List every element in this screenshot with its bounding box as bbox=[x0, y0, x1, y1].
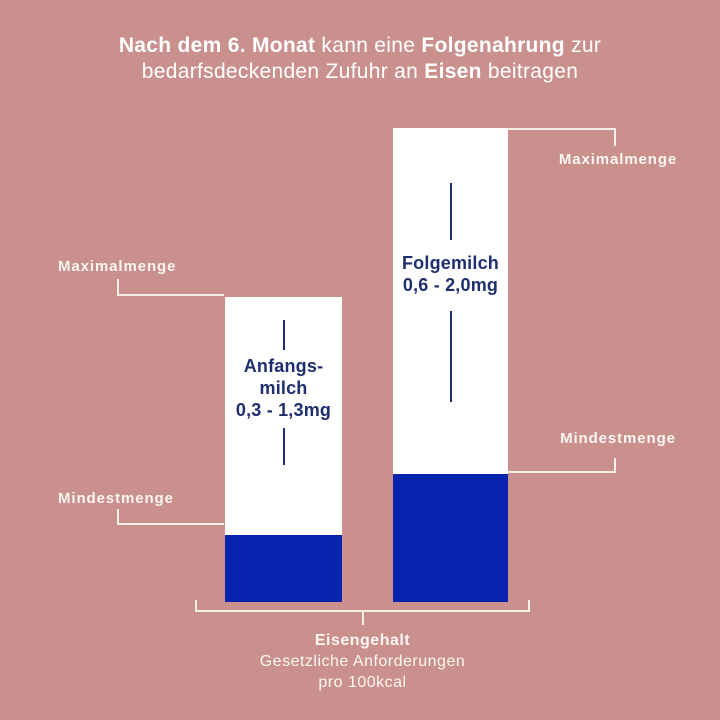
anfangsmilch-range-tick-bottom bbox=[283, 428, 285, 465]
folgemilch-range-tick-bottom bbox=[450, 311, 452, 402]
folgemilch-range-tick-top bbox=[450, 183, 452, 240]
headline-segment: kann eine bbox=[315, 34, 422, 57]
folgemilch-bar bbox=[393, 128, 508, 602]
anfangsmilch-bar-label bbox=[225, 355, 342, 421]
folgemilch-range-value: 0,6 - 2,0mg bbox=[402, 275, 499, 295]
connector-maximalmenge-right bbox=[508, 128, 616, 146]
anfangsmilch-mindestmenge-fill bbox=[225, 535, 342, 602]
mindestmenge-label-left: Mindestmenge bbox=[58, 490, 174, 507]
anfangsmilch-bar bbox=[225, 297, 342, 602]
headline-bold-segment: Eisen bbox=[424, 60, 482, 83]
headline-bold-segment: Nach dem 6. Monat bbox=[118, 34, 316, 57]
bottom-bracket-stem bbox=[362, 612, 364, 625]
headline bbox=[0, 33, 720, 85]
connector-maximalmenge-left bbox=[117, 279, 224, 296]
bottom-bracket bbox=[195, 600, 530, 612]
headline-bold-segment: Folgenahrung bbox=[421, 34, 565, 57]
footer-caption bbox=[195, 630, 530, 693]
maximalmenge-label-right: Maximalmenge bbox=[558, 151, 678, 168]
maximalmenge-label-left: Maximalmenge bbox=[58, 258, 177, 275]
folgemilch-mindestmenge-fill bbox=[393, 474, 508, 602]
mindestmenge-label-right: Mindestmenge bbox=[560, 430, 676, 447]
anfangsmilch-name-line2: milch bbox=[259, 378, 308, 398]
headline-segment: zur bbox=[564, 34, 602, 57]
footer-subtitle-line1: Gesetzliche Anforderungen bbox=[259, 653, 466, 670]
folgemilch-name: Folgemilch bbox=[401, 253, 499, 273]
headline-segment: beitragen bbox=[481, 60, 579, 83]
connector-mindestmenge-left bbox=[117, 509, 224, 525]
headline-segment: bedarfsdeckenden Zufuhr an bbox=[141, 60, 425, 83]
folgemilch-bar-label bbox=[393, 252, 508, 296]
anfangsmilch-name-line1: Anfangs- bbox=[243, 356, 324, 376]
footer-subtitle-line2: pro 100kcal bbox=[318, 674, 407, 691]
footer-title: Eisengehalt bbox=[314, 632, 411, 649]
anfangsmilch-range-tick-top bbox=[283, 320, 285, 350]
connector-mindestmenge-right bbox=[508, 458, 616, 473]
anfangsmilch-range-value: 0,3 - 1,3mg bbox=[235, 400, 332, 420]
